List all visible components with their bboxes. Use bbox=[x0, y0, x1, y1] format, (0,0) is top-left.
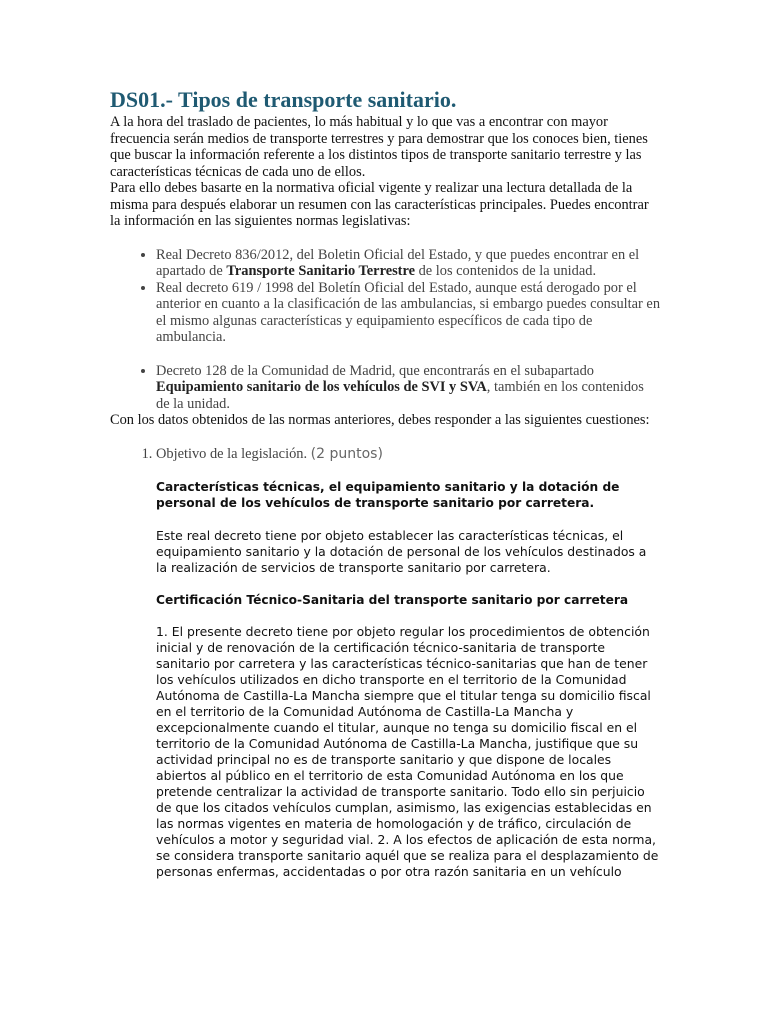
legislation-list bbox=[110, 247, 660, 413]
answer-section bbox=[156, 479, 660, 881]
question-item: 1. Objetivo de la legislación. (2 puntos) bbox=[156, 445, 660, 463]
answer-text: 1. El presente decreto tiene por objeto regular los procedimientos de obtención inicial y de renovación de la certificación técnico-sanitaria de transporte sanitario por carretera y las características técnico-sanitarias que han de tener los vehículos utilizados en dicho transporte en el territorio de la Comunidad Autónoma de Castilla-La Mancha siempre que el titular tenga su domicilio fiscal en el territorio de la Comunidad Autónoma de Castilla-La Mancha y excepcionalmente cuando el titular, aunque no tenga su domicilio fiscal en el territorio de la Comunidad Autónoma de Castilla-La Mancha, justifique que su actividad principal no es de transporte sanitario y que dispone de locales abiertos al público en el territorio de esta Comunidad Autónoma en los que pretende centralizar la actividad de transporte sanitario. Todo ello sin perjuicio de que los citados vehículos cumplan, asimismo, las exigencias establecidas en las normas vigentes en materia de homologación y de tráfico, circulación de vehículos a motor y seguridad vial. 2. A los efectos de aplicación de esta norma, se considera transporte sanitario aquél que se realiza para el desplazamiento de personas enfermas, accidentadas o por otra razón sanitaria en un vehículo bbox=[156, 624, 659, 879]
list-item: • Real decreto 619 / 1998 del Boletín Oficial del Estado, aunque está derogado por el anterior en cuanto a la clasificación de las ambulancias, si embargo puedes consultar en el mismo algunas características y equipamiento específicos de cada tipo de ambulancia. bbox=[156, 280, 660, 346]
instructions-paragraph: Para ello debes basarte en la normativa oficial vigente y realizar una lectura detallada de la misma para después elaborar un resumen con las características principales. Puedes encontrar la información en las siguientes normas legislativas: bbox=[110, 180, 649, 229]
questions-intro: Con los datos obtenidos de las normas anteriores, debes responder a las siguientes cuestiones: bbox=[110, 412, 650, 428]
answer-text: Este real decreto tiene por objeto establecer las características técnicas, el equipamiento sanitario y la dotación de personal de los vehículos destinados a la realización de servicios de transporte sanitario por carretera. bbox=[156, 527, 647, 575]
page-title: DS01.- Tipos de transporte sanitario. bbox=[110, 87, 457, 112]
answer-heading: Características técnicas, el equipamiento sanitario y la dotación de personal de los vehículos de transporte sanitario por carretera. bbox=[156, 479, 620, 510]
questions-list bbox=[110, 445, 660, 463]
list-item: • Decreto 128 de la Comunidad de Madrid, que encontrarás en el subapartado Equipamiento sanitario de los vehículos de SVI y SVA, también en los contenidos de la unidad. bbox=[156, 363, 660, 413]
intro-paragraph: A la hora del traslado de pacientes, lo más habitual y lo que vas a encontrar con mayor frecuencia serán medios de transporte terrestres y para demostrar que los conoces bien, tienes que buscar la información referente a los distintos tipos de transporte sanitario terrestre y las características técnicas de cada uno de ellos. bbox=[110, 114, 648, 180]
points-label: (2 puntos) bbox=[310, 445, 383, 462]
document-page bbox=[110, 86, 660, 880]
answer-heading: Certificación Técnico-Sanitaria del transporte sanitario por carretera bbox=[156, 592, 629, 607]
list-item: • Real Decreto 836/2012, del Boletin Oficial del Estado, y que puedes encontrar en el apartado de Transporte Sanitario Terrestre de los contenidos de la unidad. bbox=[156, 247, 660, 280]
